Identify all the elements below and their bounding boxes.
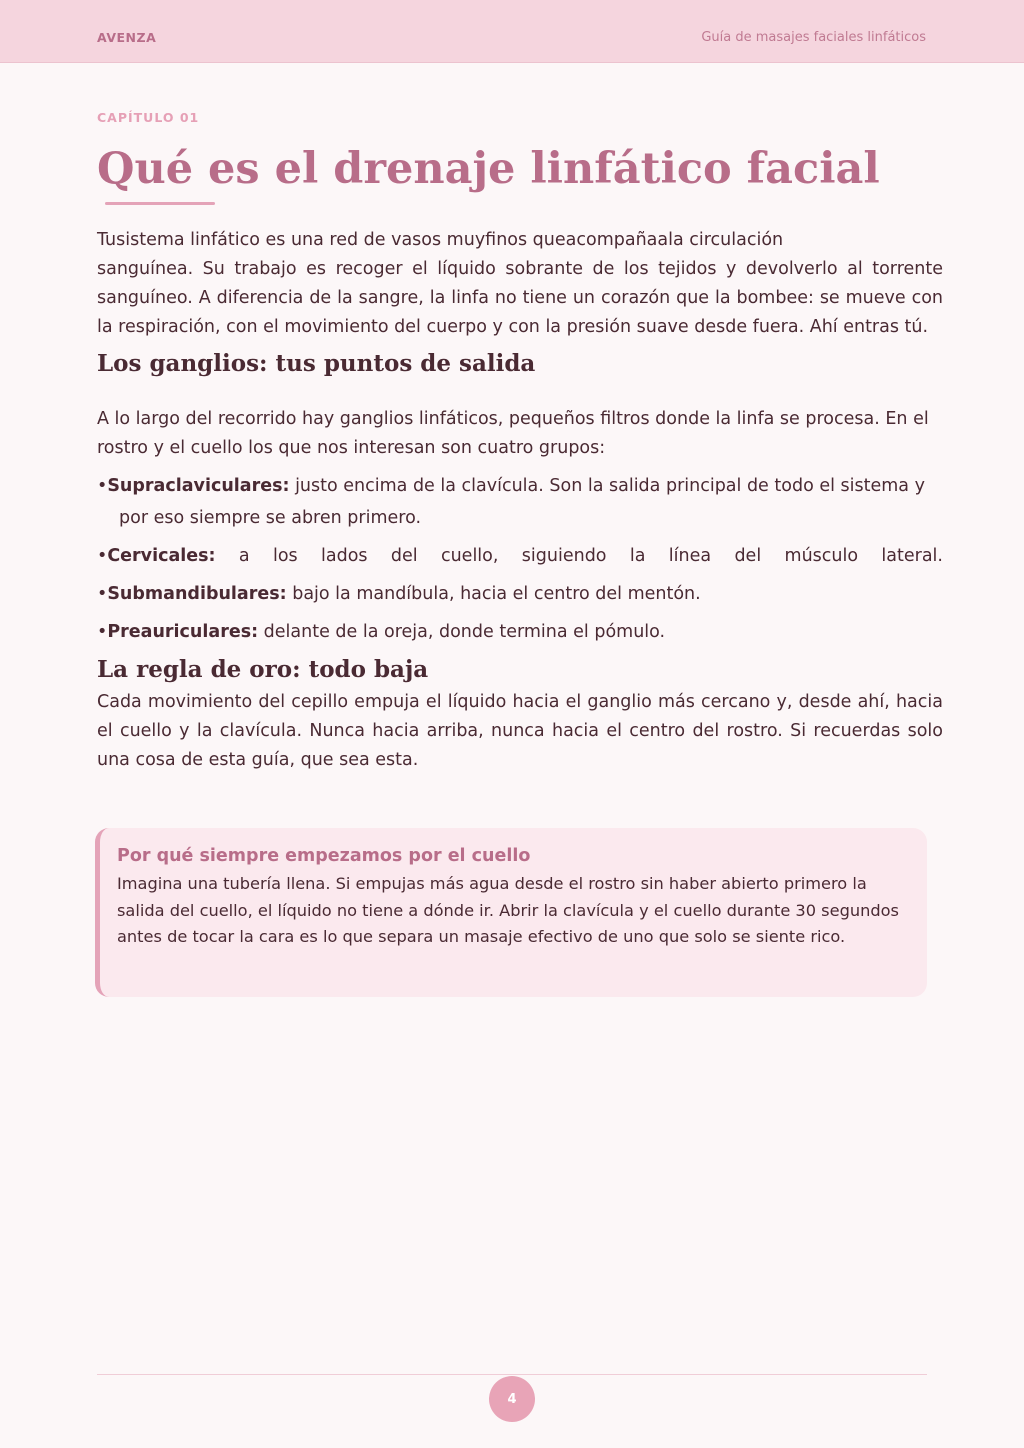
list-item xyxy=(97,470,943,534)
list-item xyxy=(97,616,943,648)
footer-divider xyxy=(97,1374,927,1375)
document-title: Guía de masajes faciales linfáticos xyxy=(701,30,926,45)
bullet: • xyxy=(97,622,108,643)
chapter-label: CAPÍTULO 01 xyxy=(97,110,200,125)
section-heading-ganglios: Los ganglios: tus puntos de salida xyxy=(97,350,536,378)
callout-title: Por qué siempre empezamos por el cuello xyxy=(117,846,531,866)
page-content xyxy=(97,110,943,775)
list-item-term: Submandibulares: xyxy=(107,584,287,605)
list-item-text: justo encima de la clavícula. Son la salida principal de todo el sistema y por eso siempre se abren primero. xyxy=(119,476,925,529)
intro-rest: sanguínea. Su trabajo es recoger el líquido sobrante de los tejidos y devolverlo al torrente sanguíneo. A diferencia de la sangre, la linfa no tiene un corazón que la bombee: se mueve con la respiración, con el movimiento del cuerpo y con la presión suave desde fuera. Ahí entras tú. xyxy=(97,259,943,338)
section-heading-regla: La regla de oro: todo baja xyxy=(97,656,429,684)
list-item-term: Preauriculares: xyxy=(107,622,259,643)
list-item-term: Cervicales: xyxy=(107,546,216,567)
callout-text: Imagina una tubería llena. Si empujas más agua desde el rostro sin haber abierto primero la salida del cuello, el líquido no tiene a dónde ir. Abrir la clavícula y el cuello durante 30 segundos antes de tocar la cara es lo que separa un masaje efectivo de uno que solo se siente rico. xyxy=(117,874,899,946)
bullet: • xyxy=(97,546,108,567)
chapter-title: Qué es el drenaje linfático facial xyxy=(97,144,880,194)
bullet: • xyxy=(97,584,108,605)
list-item-text: delante de la oreja, donde termina el pómulo. xyxy=(258,622,666,643)
page-number-badge: 4 xyxy=(489,1376,535,1422)
list-item-term: Supraclaviculares: xyxy=(107,476,290,497)
list-item xyxy=(97,578,943,610)
bullet: • xyxy=(97,476,108,497)
intro-paragraph xyxy=(97,226,943,342)
intro-first-line: Tusistema linfático es una red de vasos muyfinos queacompañaala circulación xyxy=(97,230,784,251)
regla-paragraph: Cada movimiento del cepillo empuja el líquido hacia el ganglio más cercano y, desde ahí, hacia el cuello y la clavícula. Nunca hacia arriba, nunca hacia el centro del rostro. Si recuerdas solo una cosa de esta guía, que sea esta. xyxy=(97,692,943,771)
ganglios-paragraph: A lo largo del recorrido hay ganglios linfáticos, pequeños filtros donde la linfa se procesa. En el rostro y el cuello los que nos interesan son cuatro grupos: xyxy=(97,409,929,459)
brand-name: AVENZA xyxy=(97,30,157,45)
list-item-text: bajo la mandíbula, hacia el centro del mentón. xyxy=(286,584,701,605)
info-callout xyxy=(95,828,927,997)
page-header xyxy=(0,0,1024,63)
title-underline xyxy=(105,202,215,205)
list-item-text: a los lados del cuello, siguiendo la línea del músculo lateral. xyxy=(215,546,943,567)
ganglios-list xyxy=(97,470,943,648)
list-item xyxy=(97,540,943,572)
